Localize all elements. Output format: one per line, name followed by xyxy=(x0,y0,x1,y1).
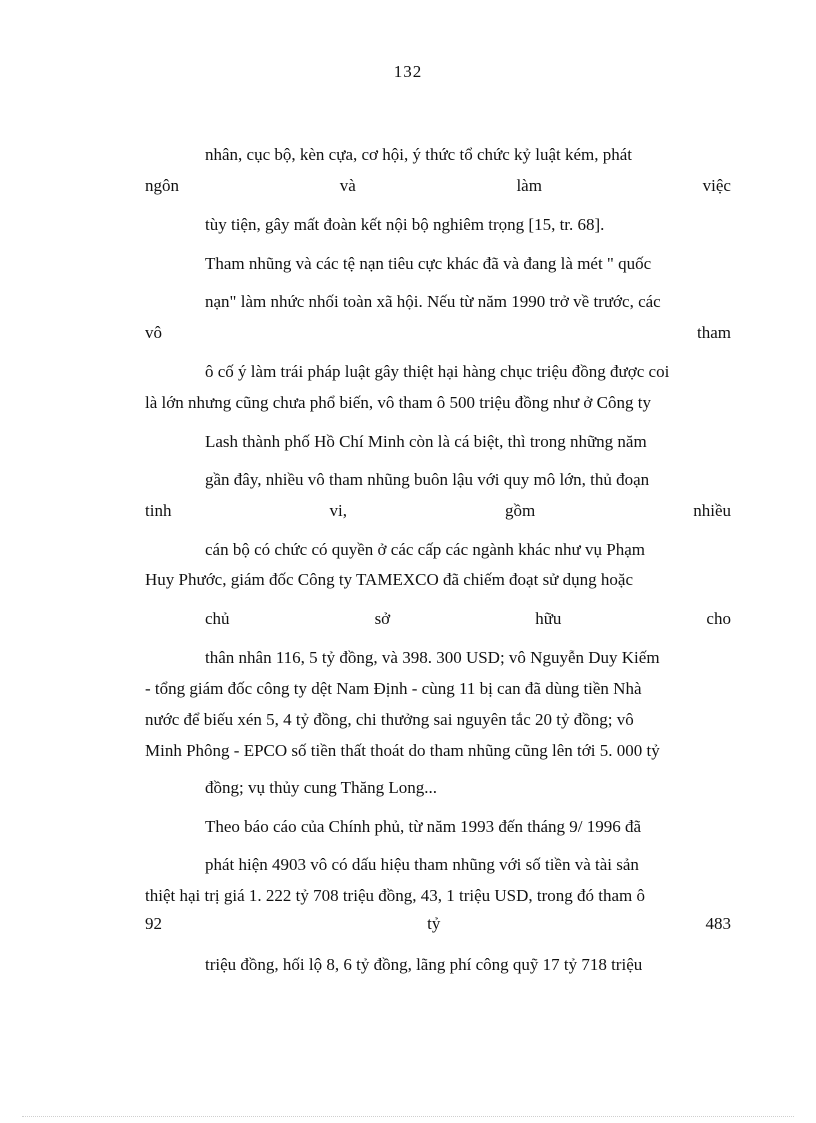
word: vô xyxy=(145,323,162,342)
page-number: 132 xyxy=(393,62,423,81)
word: việc xyxy=(702,176,731,195)
word: 483 xyxy=(705,914,731,933)
text-line: nạn" làm nhức nhối toàn xã hội. Nếu từ năm 1990 trở về trước, các xyxy=(205,292,661,311)
word: chủ xyxy=(205,609,230,628)
text-line xyxy=(205,607,731,631)
text-line xyxy=(145,912,731,936)
text-line: Minh Phông - EPCO số tiền thất thoát do tham nhũng cũng lên tới 5. 000 tỷ xyxy=(145,741,660,760)
text-line: Tham nhũng và các tệ nạn tiêu cực khác đã và đang là mét " quốc xyxy=(205,254,652,273)
text-line: thân nhân 116, 5 tỷ đồng, và 398. 300 USD; vô Nguyễn Duy Kiếm xyxy=(205,648,660,667)
text-line: Theo báo cáo của Chính phủ, từ năm 1993 đến tháng 9/ 1996 đã xyxy=(205,817,642,836)
text-line: Lash thành phố Hồ Chí Minh còn là cá biệt, thì trong những năm xyxy=(205,432,647,451)
word: nhiều xyxy=(693,501,731,520)
word: làm xyxy=(516,176,542,195)
text-line: phát hiện 4903 vô có dấu hiệu tham nhũng với số tiền và tài sản xyxy=(205,855,639,874)
text-line: gần đây, nhiều vô tham nhũng buôn lậu với quy mô lớn, thủ đoạn xyxy=(205,470,650,489)
text-line xyxy=(145,174,731,198)
text-line: nước để biếu xén 5, 4 tỷ đồng, chi thưởng sai nguyên tắc 20 tỷ đồng; vô xyxy=(145,710,634,729)
word: tham xyxy=(697,323,731,342)
text-line: cán bộ có chức có quyền ở các cấp các ngành khác như vụ Phạm xyxy=(205,540,645,559)
word: tinh xyxy=(145,501,172,520)
text-line: ô cố ý làm trái pháp luật gây thiệt hại hàng chục triệu đồng được coi xyxy=(205,362,670,381)
word: và xyxy=(339,176,356,195)
word: vi, xyxy=(329,501,347,520)
page-bottom-divider xyxy=(22,1116,794,1117)
text-line: - tổng giám đốc công ty dệt Nam Định - cùng 11 bị can đã dùng tiền Nhà xyxy=(145,679,642,698)
word: sở xyxy=(374,609,391,628)
word: gồm xyxy=(504,501,536,520)
word: hữu xyxy=(535,609,562,628)
word: tỷ xyxy=(427,914,441,933)
text-line: tùy tiện, gây mất đoàn kết nội bộ nghiêm trọng [15, tr. 68]. xyxy=(205,215,605,234)
word: cho xyxy=(706,609,731,628)
text-line xyxy=(145,499,731,523)
word: ngôn xyxy=(145,176,179,195)
word: 92 xyxy=(145,914,162,933)
text-line: là lớn nhưng cũng chưa phổ biến, vô tham ô 500 triệu đồng như ở Công ty xyxy=(145,393,651,412)
text-line: Huy Phước, giám đốc Công ty TAMEXCO đã chiếm đoạt sử dụng hoặc xyxy=(145,570,633,589)
text-line: triệu đồng, hối lộ 8, 6 tỷ đồng, lãng phí công quỹ 17 tỷ 718 triệu xyxy=(205,955,643,974)
text-line: đồng; vụ thủy cung Thăng Long... xyxy=(205,778,437,797)
text-line: nhân, cục bộ, kèn cựa, cơ hội, ý thức tổ chức kỷ luật kém, phát xyxy=(205,145,633,164)
text-line xyxy=(145,321,731,345)
text-line: thiệt hại trị giá 1. 222 tỷ 708 triệu đồng, 43, 1 triệu USD, trong đó tham ô xyxy=(145,886,646,905)
